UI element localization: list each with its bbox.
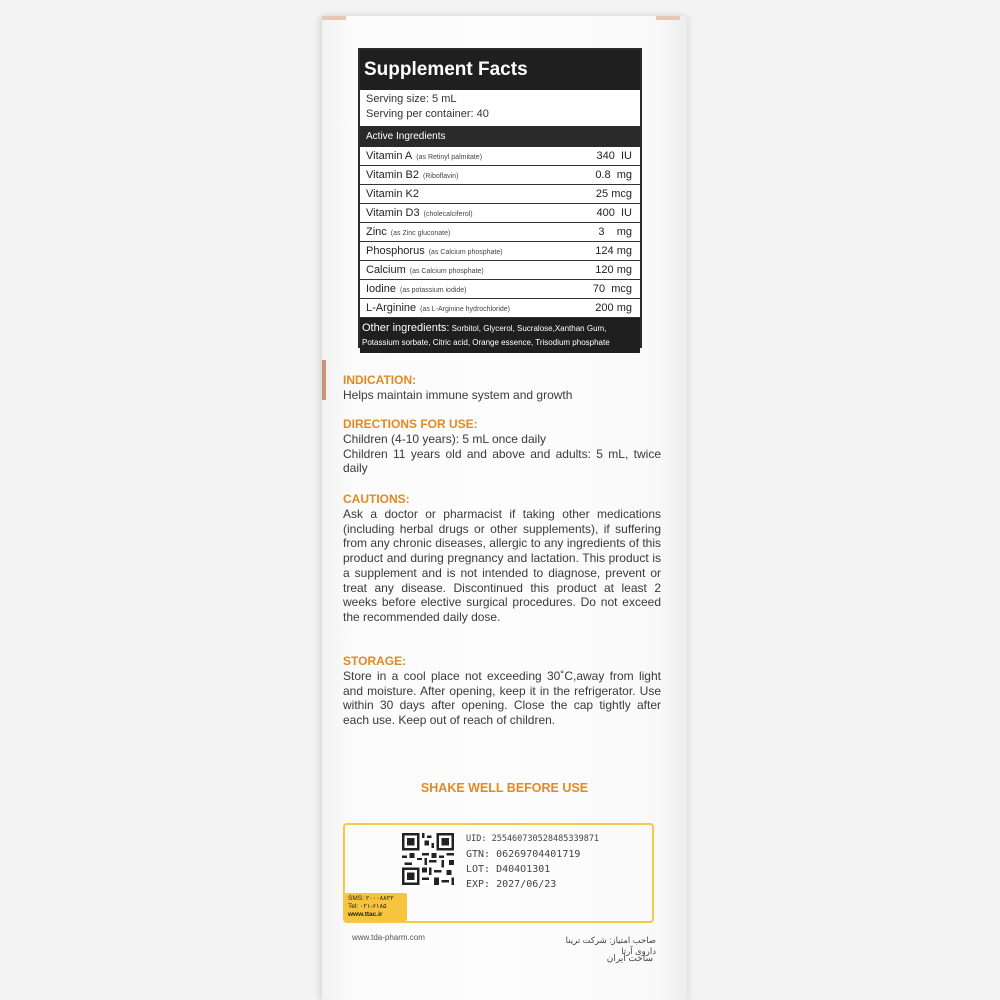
- box-side-edge: [322, 360, 326, 400]
- other-ingredients-label: Other ingredients:: [362, 322, 450, 334]
- ingredient-name: Vitamin D3: [366, 207, 420, 219]
- ingredient-row: [360, 185, 640, 204]
- ingredient-row: [360, 223, 640, 242]
- ingredient-name-cell: [366, 226, 450, 238]
- ingredient-name-cell: [366, 245, 503, 257]
- ingredient-name: Vitamin K2: [366, 188, 419, 200]
- made-in-iran-text: ساخت ایران: [606, 953, 653, 963]
- cautions-section: [343, 492, 661, 625]
- ingredient-name: Calcium: [366, 264, 406, 276]
- ingredient-name-cell: [366, 264, 484, 276]
- ingredient-row: [360, 166, 640, 185]
- ingredient-name: Vitamin A: [366, 150, 413, 162]
- ingredient-name: Vitamin B2: [366, 169, 419, 181]
- ingredient-name-cell: [366, 207, 473, 219]
- ingredient-name: Phosphorus: [366, 245, 425, 257]
- batch-codes: [466, 832, 599, 892]
- ingredient-rows: [360, 147, 640, 318]
- directions-heading: DIRECTIONS FOR USE:: [343, 417, 478, 431]
- indication-heading: INDICATION:: [343, 373, 417, 387]
- serving-info: [360, 90, 640, 126]
- directions-section: [343, 417, 661, 476]
- ingredient-source: (as Zinc gluconate): [390, 230, 451, 237]
- tel-number: Tel: ۰۲۱-۶۱۸۵: [348, 903, 387, 910]
- serving-size: Serving size: 5 mL: [366, 93, 457, 105]
- shake-well-notice: SHAKE WELL BEFORE USE: [420, 781, 589, 795]
- ingredient-name-cell: [366, 150, 482, 162]
- ingredient-row: [360, 261, 640, 280]
- ingredient-source: (as Calcium phosphate): [428, 249, 503, 256]
- cautions-heading: CAUTIONS:: [343, 492, 410, 506]
- ttac-url: www.ttac.ir: [348, 911, 383, 918]
- ingredient-name-cell: [366, 302, 510, 314]
- ttac-label: [345, 893, 407, 921]
- ingredient-name-cell: [366, 188, 423, 200]
- license-holder-text: صاحب امتیاز: شرکت ترینا داروی آرتا: [565, 935, 656, 956]
- ingredient-name: Zinc: [366, 226, 387, 238]
- ingredient-source: (cholecalciferol): [423, 211, 473, 218]
- box-top-edge: [656, 16, 680, 20]
- ingredient-row: [360, 280, 640, 299]
- sms-number: SMS: ۲۰۰۰۸۸۲۲: [348, 895, 394, 902]
- other-ingredients: [360, 318, 640, 353]
- ingredient-name-cell: [366, 283, 467, 295]
- indication-section: [343, 373, 661, 403]
- qr-code-icon: [402, 833, 454, 885]
- ingredient-amount: 120 mg: [595, 264, 632, 276]
- ingredient-name-cell: [366, 169, 458, 181]
- ingredient-row: [360, 147, 640, 166]
- ingredient-row: [360, 299, 640, 318]
- directions-line-1: Children (4-10 years): 5 mL once daily: [343, 432, 546, 446]
- uid-code: UID: 255460730528485339871: [466, 834, 600, 844]
- ingredient-amount: 70 mcg: [592, 283, 632, 295]
- other-ingredients-text: Sorbitol, Glycerol, Sucralose,Xanthan Gum, Potassium sorbate, Citric acid, Orange essence, Trisodium phosphate: [362, 324, 610, 347]
- ingredient-amount: 3 mg: [598, 226, 632, 238]
- directions-line-2: Children 11 years old and above and adults: 5 mL, twice daily: [343, 446, 661, 476]
- cautions-text: Ask a doctor or pharmacist if taking other medications (including herbal drugs or other supplements), if suffering from any chronic diseases, allergic to any ingredients of this product and during pregnancy and lactation. This product is a supplement and is not intended to diagnose, prevent or treat any disease. Discontinued this product at least 2 weeks before elective surgical procedures. Do not exceed the recommended daily dose.: [343, 507, 661, 624]
- ingredient-row: [360, 242, 640, 261]
- ingredient-name: L-Arginine: [366, 302, 417, 314]
- storage-heading: STORAGE:: [343, 654, 407, 668]
- storage-text: Store in a cool place not exceeding 30˚C,away from light and moisture. After opening, keep it in the refrigerator. Use within 30 days after opening. Close the cap tightly after each use. Keep out of reach of children.: [343, 669, 661, 728]
- supplement-facts-table: [358, 48, 642, 348]
- lot-code: LOT: D404O1301: [466, 864, 551, 875]
- ingredient-source: (Riboflavin): [423, 173, 459, 180]
- active-ingredients-header: Active Ingredients: [360, 126, 640, 147]
- website-url: www.tda-pharm.com: [352, 933, 425, 942]
- ingredient-source: (as L-Arginine hydrochloride): [420, 306, 511, 313]
- ingredient-name: Iodine: [366, 283, 396, 295]
- ingredient-row: [360, 204, 640, 223]
- ingredient-amount: 124 mg: [595, 245, 632, 257]
- exp-date: EXP: 2027/06/23: [466, 879, 557, 890]
- ingredient-amount: 25 mcg: [595, 188, 632, 200]
- ingredient-source: (as Retinyl palmitate): [416, 154, 483, 161]
- ingredient-amount: 340 IU: [596, 150, 632, 162]
- facts-title: Supplement Facts: [360, 50, 640, 90]
- serving-per-container: Serving per container: 40: [366, 108, 489, 120]
- ingredient-amount: 0.8 mg: [595, 169, 632, 181]
- ingredient-source: (as Calcium phosphate): [409, 268, 484, 275]
- storage-section: [343, 654, 661, 728]
- ingredient-amount: 200 mg: [595, 302, 632, 314]
- box-top-edge: [322, 16, 346, 20]
- ingredient-amount: 400 IU: [596, 207, 632, 219]
- indication-text: Helps maintain immune system and growth: [343, 388, 573, 402]
- ingredient-source: (as potassium iodide): [399, 287, 467, 294]
- gtn-code: GTN: 06269704401719: [466, 849, 581, 860]
